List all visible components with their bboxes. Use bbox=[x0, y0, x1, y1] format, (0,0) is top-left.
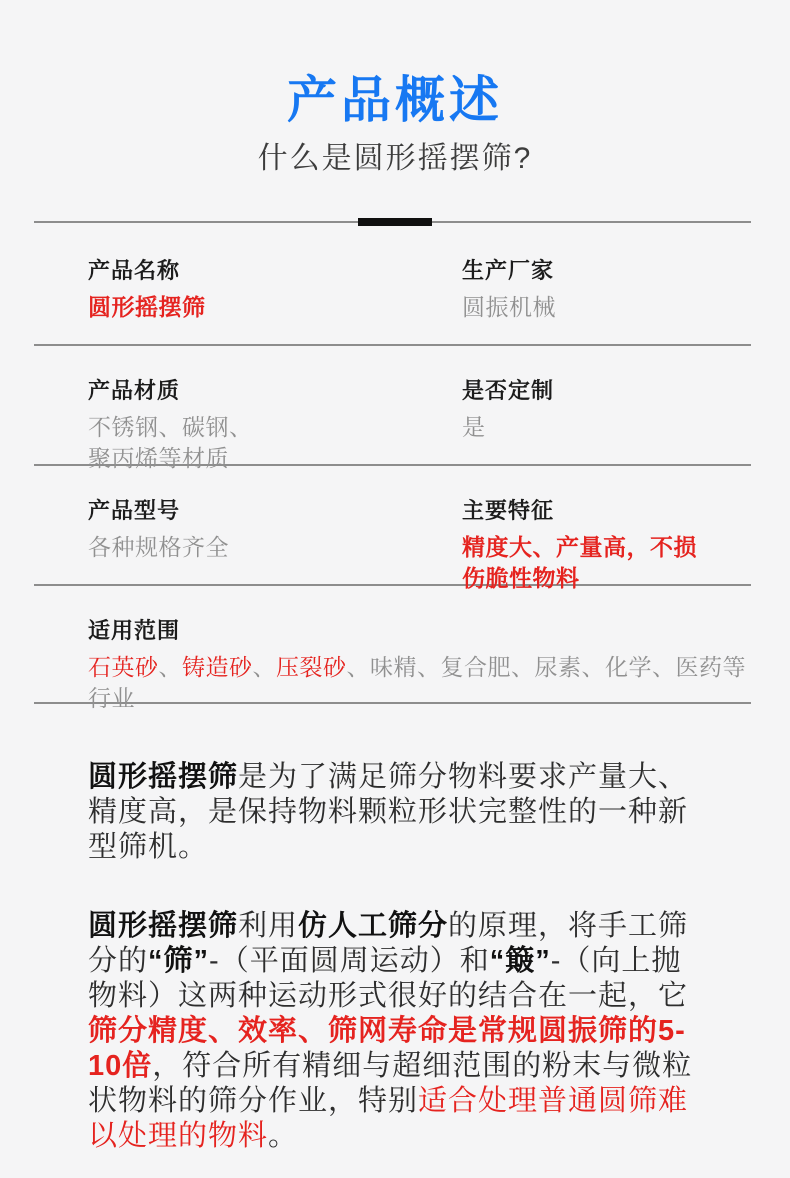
text-segment: 、 bbox=[158, 654, 182, 680]
spec-label: 生产厂家 bbox=[462, 258, 555, 283]
text-segment: 圆形摇摆筛 bbox=[88, 761, 239, 793]
description-paragraph-2 bbox=[88, 909, 708, 1154]
spec-value: 圆形摇摆筛 bbox=[88, 294, 206, 320]
description-paragraph-1 bbox=[88, 760, 708, 865]
text-segment: 压裂砂 bbox=[276, 654, 347, 680]
text-segment: “筛” bbox=[148, 945, 210, 977]
spec-label: 产品型号 bbox=[88, 498, 181, 523]
title-underline bbox=[0, 218, 790, 226]
text-segment: 、味精、复合肥、尿素、化学、医药等行业 bbox=[88, 654, 746, 711]
description-section bbox=[88, 760, 708, 1154]
spec-row-application bbox=[34, 586, 751, 711]
page-header bbox=[0, 0, 790, 178]
text-segment: 仿人工筛分 bbox=[298, 910, 449, 942]
spec-value: 不锈钢、碳钢、聚丙烯等材质 bbox=[88, 414, 253, 471]
spec-cell-customizable bbox=[462, 376, 751, 474]
spec-label: 产品名称 bbox=[88, 258, 181, 283]
spec-value: 圆振机械 bbox=[462, 294, 556, 320]
spec-label: 适用范围 bbox=[88, 618, 181, 643]
page-subtitle: 什么是圆形摇摆筛? bbox=[257, 142, 533, 175]
spec-label: 是否定制 bbox=[462, 378, 555, 403]
text-segment: 。 bbox=[268, 1120, 299, 1152]
spec-value bbox=[88, 652, 751, 714]
text-segment: ，符合所有精细与超细范围的粉末与微粒状物料的筛分作业，特别 bbox=[88, 1050, 693, 1117]
text-segment: 适合处理普通圆筛难以处理的物料 bbox=[88, 1085, 689, 1152]
text-segment: 筛分精度、效率、筛网寿命是常规圆振筛的5-10倍 bbox=[88, 1015, 686, 1082]
spec-row-material-custom bbox=[34, 346, 751, 471]
spec-value: 是 bbox=[462, 414, 486, 440]
page-title: 产品概述 bbox=[287, 72, 503, 128]
text-segment: -（向上抛物料）这两种运动形式很好的结合在一起，它 bbox=[88, 945, 689, 1012]
spec-cell-product-name bbox=[88, 256, 462, 344]
spec-table bbox=[34, 226, 751, 711]
spec-label: 产品材质 bbox=[88, 378, 181, 403]
text-segment: 铸造砂 bbox=[182, 654, 253, 680]
spec-value: 各种规格齐全 bbox=[88, 534, 229, 560]
spec-row-name-manufacturer bbox=[34, 226, 751, 346]
spec-cell-manufacturer bbox=[462, 256, 751, 344]
spec-cell-model bbox=[88, 496, 462, 594]
spec-label: 主要特征 bbox=[462, 498, 555, 523]
text-segment: 圆形摇摆筛 bbox=[88, 910, 239, 942]
text-segment: 利用 bbox=[238, 910, 299, 942]
accent-dash bbox=[358, 218, 432, 226]
spec-cell-application bbox=[88, 616, 751, 714]
text-segment: 是为了满足筛分物料要求产量大、精度高，是保持物料颗粒形状完整性的一种新型筛机。 bbox=[88, 761, 689, 863]
spec-value: 精度大、产量高，不损伤脆性物料 bbox=[462, 534, 697, 591]
text-segment: 石英砂 bbox=[88, 654, 159, 680]
spec-cell-material bbox=[88, 376, 462, 474]
text-segment: -（平面圆周运动）和 bbox=[209, 945, 490, 977]
text-segment: “簸” bbox=[489, 945, 551, 977]
spec-cell-main-features bbox=[462, 496, 751, 594]
text-segment: 、 bbox=[252, 654, 276, 680]
text-segment: 的原理，将手工筛分的 bbox=[88, 910, 689, 977]
spec-row-model-features bbox=[34, 466, 751, 591]
